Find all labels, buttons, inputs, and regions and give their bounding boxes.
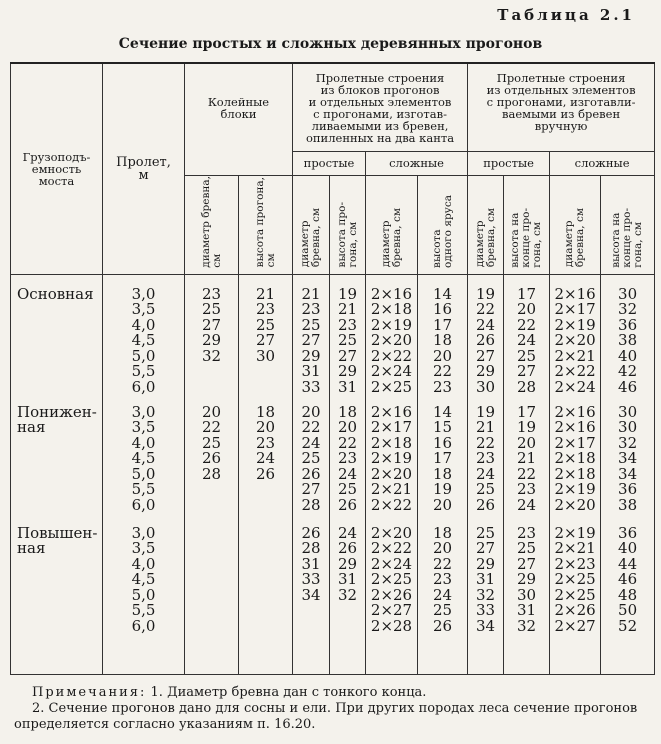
header-log-diameter: диаметр бревна, см [185,175,239,274]
header-beam-end-height: высота на конце про- гона, см [601,175,655,274]
span-values: 3,0 3,5 4,0 4,5 5,0 5,5 6,0 [103,523,185,675]
cell-values: 21 23 25 27 29 31 33 [293,274,330,402]
header-log-diameter: диаметр бревна, см [366,175,418,274]
table-row [11,523,655,675]
header-gauge-blocks: Колейные блоки [185,63,293,175]
cell-values: 18 20 23 24 26 [239,402,293,523]
header-simple-2: простые [468,151,550,175]
table-notes [14,685,650,733]
header-complex-1: сложные [366,151,468,175]
cell-values: 18 20 22 23 24 25 26 [330,402,366,523]
row-label: Повышен- ная [11,523,103,675]
cell-values: 30 32 36 38 40 42 46 [601,274,655,402]
header-group-blocks: Пролетные строения из блоков прогонов и отдельных элементов с прогонами, изготав- ливаемыми из бревен, опиленных на два канта [293,63,468,151]
cell-values: 2×16 2×17 2×18 2×19 2×20 2×21 2×22 [366,402,418,523]
cell-values: 23 25 27 29 30 31 32 [504,523,550,675]
header-simple-1: простые [293,151,366,175]
note-1: 1. Диаметр бревна дан с тонкого конца. [150,685,427,700]
span-values: 3,0 3,5 4,0 4,5 5,0 5,5 6,0 [103,402,185,523]
cell-values: 21 23 25 27 30 [239,274,293,402]
row-label: Понижен- ная [11,402,103,523]
span-values: 3,0 3,5 4,0 4,5 5,0 5,5 6,0 [103,274,185,402]
cell-values: 18 20 22 23 24 25 26 [418,523,468,675]
cell-values: 20 22 25 26 28 [185,402,239,523]
cell-values: 36 40 44 46 48 50 52 [601,523,655,675]
cell-values: 25 27 29 31 32 33 34 [468,523,504,675]
cell-values: 2×19 2×21 2×23 2×25 2×25 2×26 2×27 [550,523,601,675]
cell-values: 2×16 2×18 2×19 2×20 2×22 2×24 2×25 [366,274,418,402]
cell-values: 23 25 27 29 32 [185,274,239,402]
cell-values: 17 19 20 21 22 23 24 [504,402,550,523]
header-group-manual: Пролетные строения из отдельных элементов с прогонами, изготавли- ваемыми из бревен вручную [468,63,655,151]
cell-values: 14 15 16 17 18 19 20 [418,402,468,523]
header-log-diameter: диаметр бревна, см [468,175,504,274]
header-complex-2: сложные [550,151,655,175]
header-beam-end-height: высота на конце про- гона, см [504,175,550,274]
header-span: Пролет, м [103,63,185,274]
cell-values: 26 28 31 33 34 [293,523,330,675]
purlin-table [10,62,655,675]
cell-values [239,523,293,675]
header-log-diameter: диаметр бревна, см [293,175,330,274]
cell-values: 2×16 2×17 2×19 2×20 2×21 2×22 2×24 [550,274,601,402]
table-title: Сечение простых и сложных деревянных прогонов [118,36,543,52]
cell-values: 19 21 22 23 24 25 26 [468,402,504,523]
header-capacity: Грузоподъ- емность моста [11,63,103,274]
cell-values: 19 22 24 26 27 29 30 [468,274,504,402]
cell-values: 2×20 2×22 2×24 2×25 2×26 2×27 2×28 [366,523,418,675]
note-2: 2. Сечение прогонов дано для сосны и ели. При других породах леса сечение прогонов определяется согласно указаниям п. 16.20. [14,701,638,732]
header-beam-height: высота прогона, см [239,175,293,274]
header-log-diameter: диаметр бревна, см [550,175,601,274]
row-label: Основная [11,274,103,402]
cell-values: 2×16 2×16 2×17 2×18 2×18 2×19 2×20 [550,402,601,523]
header-tier-height: высота одного яруса [418,175,468,274]
cell-values [185,523,239,675]
table-number: Таблица 2.1 [497,6,635,24]
cell-values: 14 16 17 18 20 22 23 [418,274,468,402]
cell-values: 20 22 24 25 26 27 28 [293,402,330,523]
table-row [11,274,655,402]
header-beam-height: высота про- гона, см [330,175,366,274]
cell-values: 17 20 22 24 25 27 28 [504,274,550,402]
cell-values: 30 30 32 34 34 36 38 [601,402,655,523]
notes-heading: Примечания: [32,685,147,700]
cell-values: 19 21 23 25 27 29 31 [330,274,366,402]
cell-values: 24 26 29 31 32 [330,523,366,675]
table-row [11,402,655,523]
